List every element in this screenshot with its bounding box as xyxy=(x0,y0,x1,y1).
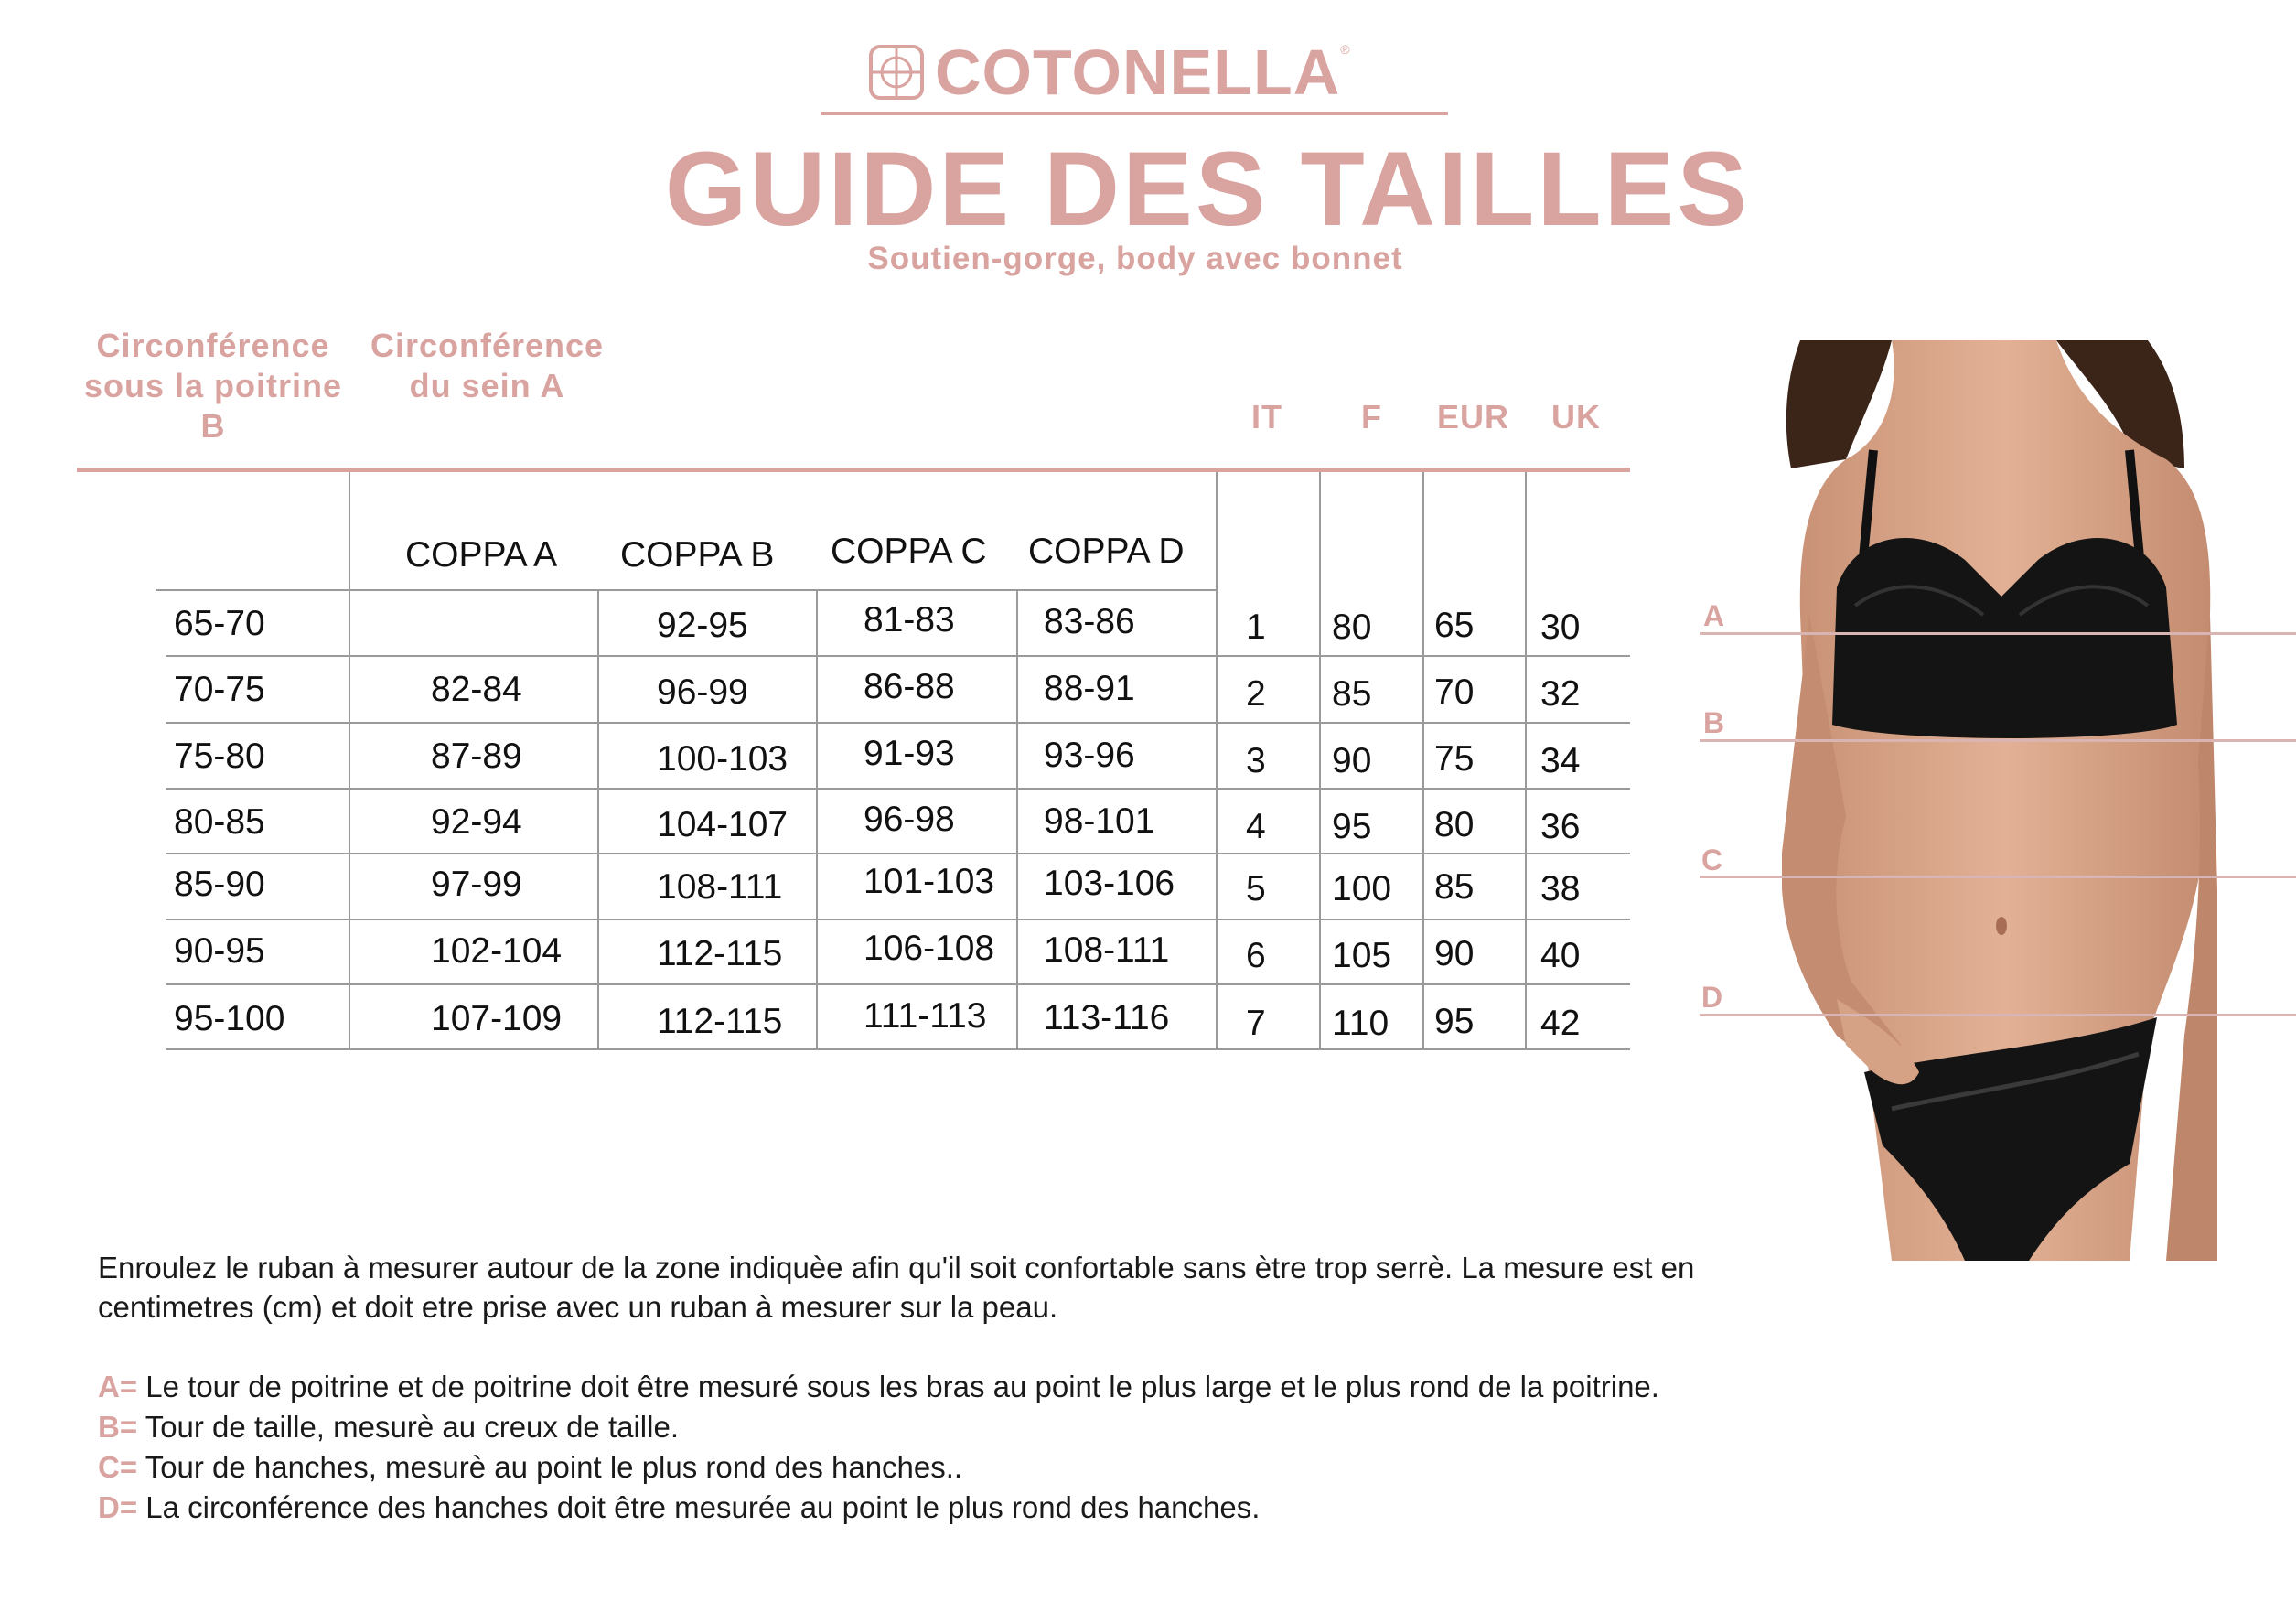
grid-hline xyxy=(166,983,1630,985)
cell-uk: 36 xyxy=(1540,807,1581,846)
cell-cup-d: 113-116 xyxy=(1044,998,1170,1037)
note-key: D= xyxy=(98,1490,138,1524)
logo-mark-icon xyxy=(867,43,926,102)
cell-underbust: 90-95 xyxy=(174,931,265,971)
note-text: Tour de taille, mesurè au creux de taille. xyxy=(145,1410,679,1444)
cell-eur: 70 xyxy=(1434,672,1475,712)
cell-cup-b: 96-99 xyxy=(657,672,748,712)
cell-cup-c: 101-103 xyxy=(864,862,995,901)
cell-eur: 80 xyxy=(1434,805,1475,844)
cell-f: 100 xyxy=(1332,869,1392,908)
brand-name: COTONELLA xyxy=(935,37,1341,108)
measure-line-d xyxy=(1700,1014,2296,1016)
cell-underbust: 85-90 xyxy=(174,865,265,904)
measure-label-d: D xyxy=(1701,981,1723,1014)
cell-underbust: 65-70 xyxy=(174,604,265,643)
grid-vline xyxy=(1422,472,1424,1050)
cell-it: 4 xyxy=(1246,807,1266,846)
cell-cup-a: 107-109 xyxy=(431,999,563,1038)
cell-cup-d: 98-101 xyxy=(1044,801,1155,841)
cell-it: 7 xyxy=(1246,1004,1266,1043)
cell-eur: 65 xyxy=(1434,606,1475,645)
measure-line-c xyxy=(1700,876,2296,878)
note-c xyxy=(98,1450,962,1485)
cell-underbust: 95-100 xyxy=(174,999,285,1038)
cell-cup-a: 87-89 xyxy=(431,736,522,776)
note-text: La circonférence des hanches doit être mesurée au point le plus rond des hanches. xyxy=(145,1490,1261,1524)
cup-header-d: COPPA D xyxy=(1028,532,1185,571)
note-key: B= xyxy=(98,1410,138,1444)
page-subtitle: Soutien-gorge, body avec bonnet xyxy=(867,241,1403,276)
note-text: Tour de hanches, mesurè au point le plus rond des hanches.. xyxy=(145,1450,963,1484)
cell-cup-a: 82-84 xyxy=(431,670,522,709)
cell-it: 1 xyxy=(1246,607,1266,647)
header-divider xyxy=(77,468,1630,472)
cell-uk: 30 xyxy=(1540,607,1581,647)
cell-eur: 85 xyxy=(1434,867,1475,907)
cup-header-c: COPPA C xyxy=(831,532,987,571)
cell-cup-b: 100-103 xyxy=(657,739,789,779)
grid-hline xyxy=(166,1048,1630,1050)
grid-vline xyxy=(349,472,350,1050)
header-f: F xyxy=(1361,398,1382,435)
cell-uk: 40 xyxy=(1540,936,1581,975)
grid-hline xyxy=(166,853,1630,854)
cell-f: 80 xyxy=(1332,607,1372,647)
cell-f: 110 xyxy=(1332,1004,1389,1043)
cell-eur: 75 xyxy=(1434,739,1475,779)
measure-line-b xyxy=(1700,739,2296,742)
cell-cup-c: 111-113 xyxy=(864,996,987,1036)
cell-underbust: 80-85 xyxy=(174,802,265,842)
note-a xyxy=(98,1370,1659,1404)
cell-cup-d: 103-106 xyxy=(1044,864,1175,903)
grid-hline xyxy=(166,919,1630,920)
header-it: IT xyxy=(1251,398,1282,435)
cell-cup-a: 97-99 xyxy=(431,865,522,904)
cell-cup-b: 112-115 xyxy=(657,934,783,973)
note-key: A= xyxy=(98,1370,138,1403)
cell-cup-b: 112-115 xyxy=(657,1002,783,1041)
cell-cup-b: 108-111 xyxy=(657,867,783,907)
cell-cup-c: 86-88 xyxy=(864,667,955,706)
cell-cup-d: 93-96 xyxy=(1044,736,1135,775)
measure-label-a: A xyxy=(1703,599,1725,632)
cell-it: 3 xyxy=(1246,741,1266,780)
grid-hline xyxy=(166,788,1630,790)
cell-underbust: 75-80 xyxy=(174,736,265,776)
grid-vline xyxy=(1525,472,1527,1050)
measure-line-a xyxy=(1700,632,2296,635)
cell-cup-c: 91-93 xyxy=(864,734,955,773)
cell-it: 6 xyxy=(1246,936,1266,975)
note-key: C= xyxy=(98,1450,138,1484)
grid-vline xyxy=(1216,472,1218,1050)
cell-eur: 95 xyxy=(1434,1002,1475,1041)
note-text: Le tour de poitrine et de poitrine doit être mesuré sous les bras au point le plus large et le plus rond de la poitrine. xyxy=(145,1370,1659,1403)
cell-cup-d: 83-86 xyxy=(1044,602,1135,641)
cell-it: 5 xyxy=(1246,869,1266,908)
cell-f: 95 xyxy=(1332,807,1372,846)
page-title: GUIDE DES TAILLES xyxy=(664,131,1751,248)
brand-divider xyxy=(821,112,1448,115)
cell-uk: 32 xyxy=(1540,674,1581,714)
cup-header-a: COPPA A xyxy=(405,535,558,575)
cell-cup-c: 106-108 xyxy=(864,929,995,968)
cell-f: 90 xyxy=(1332,741,1372,780)
grid-hline xyxy=(156,589,1217,591)
brand-logo xyxy=(867,37,1389,108)
grid-vline xyxy=(1319,472,1321,1050)
cell-f: 105 xyxy=(1332,936,1392,975)
measuring-instructions: Enroulez le ruban à mesurer autour de la zone indiquèe afin qu'il soit confortable sans ètre trop serrè. La mesure est en centimetres (cm) et doit etre prise avec un ruban à mesurer sur la peau. xyxy=(98,1251,1695,1324)
cell-uk: 38 xyxy=(1540,869,1581,908)
grid-vline xyxy=(816,589,818,1050)
header-eur: EUR xyxy=(1437,398,1510,435)
cell-cup-c: 96-98 xyxy=(864,800,955,839)
cell-uk: 42 xyxy=(1540,1004,1581,1043)
grid-vline xyxy=(597,589,599,1050)
header-underbust: Circonférence sous la poitrine B xyxy=(83,327,343,445)
cell-cup-d: 108-111 xyxy=(1044,930,1170,970)
cell-cup-a: 102-104 xyxy=(431,931,563,971)
cell-cup-b: 92-95 xyxy=(657,606,748,645)
cell-cup-a: 92-94 xyxy=(431,802,522,842)
cell-it: 2 xyxy=(1246,674,1266,714)
grid-vline xyxy=(1016,589,1018,1050)
cell-cup-b: 104-107 xyxy=(657,805,789,844)
header-uk: UK xyxy=(1551,398,1601,435)
grid-hline xyxy=(166,655,1630,657)
note-d xyxy=(98,1490,1260,1525)
measure-label-c: C xyxy=(1701,844,1723,876)
cell-eur: 90 xyxy=(1434,934,1475,973)
note-b xyxy=(98,1410,679,1445)
model-photo xyxy=(1782,340,2217,1261)
cup-header-b: COPPA B xyxy=(620,535,775,575)
cell-cup-d: 88-91 xyxy=(1044,669,1135,708)
cell-cup-c: 81-83 xyxy=(864,600,955,640)
grid-hline xyxy=(166,722,1630,724)
measure-label-b: B xyxy=(1703,706,1725,739)
brand-registered-mark: ® xyxy=(1340,42,1350,57)
cell-f: 85 xyxy=(1332,674,1372,714)
cell-underbust: 70-75 xyxy=(174,670,265,709)
header-bust: Circonférence du sein A xyxy=(370,327,605,404)
cell-uk: 34 xyxy=(1540,741,1581,780)
